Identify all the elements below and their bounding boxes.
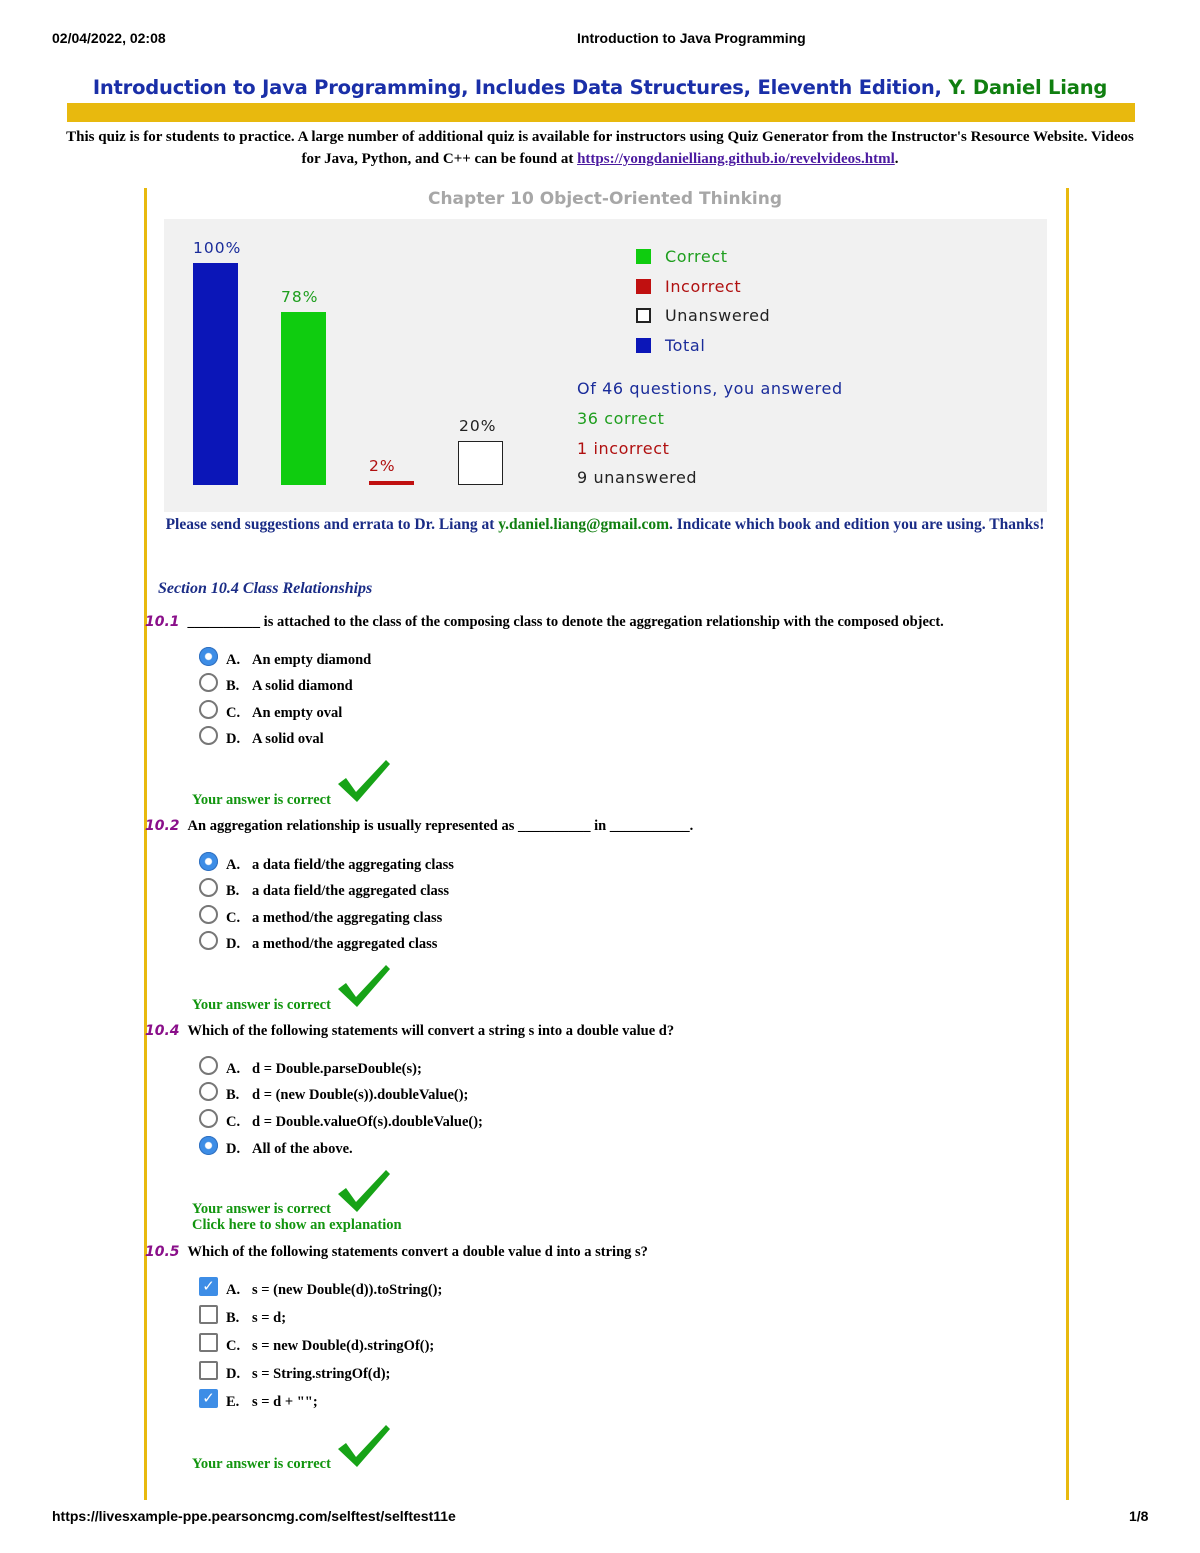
option-letter: D. [226, 731, 241, 747]
option-letter: C. [226, 705, 241, 721]
results-panel [164, 219, 1047, 512]
legend-swatch-incorrect [636, 279, 651, 294]
suggest-after: . Indicate which book and edition you are using. Thanks! [669, 516, 1045, 533]
option-letter: B. [226, 883, 240, 899]
option-letter: B. [226, 678, 240, 694]
option-text: s = d; [252, 1310, 287, 1326]
legend-swatch-total [636, 338, 651, 353]
option-10-5-d[interactable] [199, 1365, 390, 1384]
radio[interactable] [199, 931, 218, 950]
option-letter: D. [226, 1366, 241, 1382]
option-text: All of the above. [252, 1141, 353, 1157]
option-10-1-a[interactable] [199, 651, 371, 670]
option-text: s = new Double(d).stringOf(); [252, 1338, 435, 1354]
print-page-number: 1/8 [1129, 1508, 1149, 1524]
legend-item-total [636, 336, 705, 355]
book-author: Y. Daniel Liang [948, 76, 1108, 99]
radio[interactable] [199, 905, 218, 924]
checkbox[interactable] [199, 1333, 218, 1352]
option-10-5-c[interactable] [199, 1337, 434, 1356]
section-heading: Section 10.4 Class Relationships [158, 580, 373, 597]
checkmark-icon [336, 1168, 392, 1214]
title-divider [67, 103, 1135, 122]
checkmark-icon [336, 758, 392, 804]
summary-answered: Of 46 questions, you answered [577, 379, 843, 398]
bar-correct [281, 312, 326, 485]
option-letter: A. [226, 1061, 241, 1077]
question-number: 10.4 [145, 1023, 180, 1039]
intro-text [60, 126, 1140, 170]
question-number: 10.1 [145, 614, 180, 630]
book-title [0, 76, 1200, 99]
legend-label-incorrect: Incorrect [665, 277, 742, 296]
radio[interactable] [199, 878, 218, 897]
option-letter: C. [226, 910, 241, 926]
question-text: Which of the following statements convert a double value d into a string s? [187, 1244, 648, 1260]
option-letter: C. [226, 1114, 241, 1130]
radio-selected[interactable] [199, 852, 218, 871]
option-text: d = (new Double(s)).doubleValue(); [252, 1087, 469, 1103]
option-letter: A. [226, 1282, 241, 1298]
option-text: a method/the aggregating class [252, 910, 443, 926]
option-text: s = (new Double(d)).toString(); [252, 1282, 443, 1298]
author-email-link[interactable]: y.daniel.liang@gmail.com [498, 516, 669, 533]
question-10-4 [145, 1023, 674, 1040]
radio[interactable] [199, 726, 218, 745]
question-text: An aggregation relationship is usually represented as __________ in ___________. [187, 818, 694, 834]
option-10-2-a[interactable] [199, 856, 454, 875]
option-text: An empty diamond [252, 652, 372, 668]
option-10-2-c[interactable] [199, 909, 442, 928]
option-10-1-b[interactable] [199, 677, 353, 696]
option-letter: E. [226, 1394, 240, 1410]
option-10-4-d[interactable] [199, 1140, 353, 1159]
option-text: s = d + ""; [252, 1394, 318, 1410]
option-letter: A. [226, 857, 241, 873]
radio[interactable] [199, 700, 218, 719]
option-letter: D. [226, 936, 241, 952]
question-10-2 [145, 818, 693, 835]
print-url: https://livesxample-ppe.pearsoncmg.com/selftest/selftest11e [52, 1508, 456, 1524]
bar-unanswered [458, 441, 503, 485]
option-10-4-b[interactable] [199, 1086, 468, 1105]
option-text: s = String.stringOf(d); [252, 1366, 391, 1382]
option-letter: A. [226, 652, 241, 668]
option-10-5-a[interactable] [199, 1277, 443, 1300]
checkmark-icon [336, 963, 392, 1009]
option-10-4-c[interactable] [199, 1113, 483, 1132]
option-text: A solid oval [252, 731, 324, 747]
option-letter: B. [226, 1310, 240, 1326]
radio[interactable] [199, 1056, 218, 1075]
intro-body: This quiz is for students to practice. A large number of additional quiz is available for instructors using Quiz Generator from the Instructor's Resource Website. Videos for Java, Python, and C++ can be found at [66, 129, 1134, 167]
bar-label-total: 100% [193, 239, 242, 257]
option-text: An empty oval [252, 705, 343, 721]
question-number: 10.2 [145, 818, 180, 834]
feedback-correct: Your answer is correct [192, 1456, 331, 1472]
bar-incorrect [369, 481, 414, 485]
option-text: a data field/the aggregated class [252, 883, 450, 899]
option-10-5-b[interactable] [199, 1309, 286, 1328]
option-letter: C. [226, 1338, 241, 1354]
option-10-1-c[interactable] [199, 704, 342, 723]
radio-selected[interactable] [199, 647, 218, 666]
option-text: d = Double.parseDouble(s); [252, 1061, 422, 1077]
option-text: a data field/the aggregating class [252, 857, 454, 873]
question-10-1 [145, 614, 944, 631]
feedback-correct: Your answer is correct [192, 792, 331, 808]
print-title: Introduction to Java Programming [577, 30, 806, 46]
intro-end: . [894, 151, 899, 167]
checkmark-icon [336, 1423, 392, 1469]
question-text: Which of the following statements will convert a string s into a double value d? [187, 1023, 675, 1039]
suggest-before: Please send suggestions and errata to Dr. Liang at [165, 516, 499, 533]
suggestions-note [150, 514, 1060, 535]
radio[interactable] [199, 1109, 218, 1128]
option-text: A solid diamond [252, 678, 353, 694]
option-10-1-d[interactable] [199, 730, 324, 749]
content-border-left [144, 188, 147, 1500]
summary-unanswered: 9 unanswered [577, 468, 698, 487]
legend-item-unanswered [636, 306, 770, 325]
show-explanation-link[interactable]: Click here to show an explanation [192, 1217, 402, 1233]
radio-selected[interactable] [199, 1136, 218, 1155]
option-10-5-e[interactable] [199, 1389, 318, 1412]
legend-item-incorrect [636, 277, 741, 296]
checkbox-checked[interactable]: ✓ [199, 1277, 218, 1296]
option-letter: B. [226, 1087, 240, 1103]
radio[interactable] [199, 673, 218, 692]
checkbox-checked[interactable]: ✓ [199, 1389, 218, 1408]
legend-label-unanswered: Unanswered [665, 306, 771, 325]
checkbox[interactable] [199, 1361, 218, 1380]
bar-label-incorrect: 2% [369, 456, 396, 475]
content-border-right [1066, 188, 1069, 1500]
legend-label-total: Total [665, 336, 706, 355]
option-10-2-d[interactable] [199, 935, 437, 954]
print-date: 02/04/2022, 02:08 [52, 30, 166, 46]
option-text: d = Double.valueOf(s).doubleValue(); [252, 1114, 483, 1130]
option-10-2-b[interactable] [199, 882, 449, 901]
option-letter: D. [226, 1141, 241, 1157]
videos-link[interactable]: https://yongdanielliang.github.io/revelvideos.html [577, 151, 895, 167]
bar-total [193, 263, 238, 485]
question-number: 10.5 [145, 1244, 180, 1260]
legend-item-correct [636, 247, 728, 266]
bar-label-unanswered: 20% [459, 416, 497, 435]
option-text: a method/the aggregated class [252, 936, 438, 952]
question-text: __________ is attached to the class of the composing class to denote the aggregation relationship with the composed object. [187, 614, 944, 630]
radio[interactable] [199, 1082, 218, 1101]
legend-swatch-correct [636, 249, 651, 264]
legend-swatch-unanswered [636, 308, 651, 323]
legend-label-correct: Correct [665, 247, 728, 266]
book-title-text: Introduction to Java Programming, Includes Data Structures, Eleventh Edition, [92, 76, 949, 99]
summary-incorrect: 1 incorrect [577, 439, 670, 458]
option-10-4-a[interactable] [199, 1060, 422, 1079]
chapter-title: Chapter 10 Object-Oriented Thinking [427, 189, 783, 209]
feedback-correct: Your answer is correct [192, 997, 331, 1013]
feedback-correct: Your answer is correct [192, 1201, 331, 1217]
summary-correct: 36 correct [577, 409, 665, 428]
question-10-5 [145, 1244, 648, 1261]
bar-label-correct: 78% [281, 287, 319, 306]
checkbox[interactable] [199, 1305, 218, 1324]
